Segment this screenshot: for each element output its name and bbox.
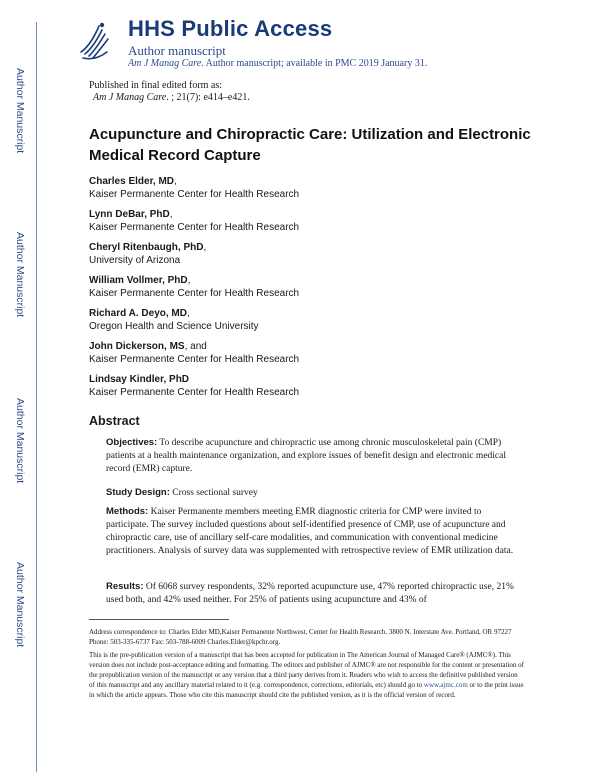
- article-title: Acupuncture and Chiropractic Care: Utilization and Electronic Medical Record Capture: [89, 126, 531, 164]
- side-divider: [36, 22, 37, 772]
- prepublication-disclaimer: [89, 650, 525, 700]
- author-affiliation: Kaiser Permanente Center for Health Research: [89, 222, 300, 233]
- abstract-results: [106, 580, 516, 607]
- side-label-author-manuscript: Author Manuscript: [14, 562, 26, 648]
- methods-label: Methods:: [106, 506, 149, 517]
- author-manuscript-label: Author manuscript: [128, 43, 226, 58]
- author-entry: [89, 274, 569, 307]
- journal-availability-text: . Author manuscript; available in PMC 2019 January 31.: [201, 58, 428, 69]
- methods-text: Kaiser Permanente members meeting EMR diagnostic criteria for CMP were invited to participate. The survey included questions about self-identified presence of CMP, use of acupuncture and chiropractic care, use of ancillary self-care modalities, and communication with conventional medicine practitioners. Analysis of survey data was supplemented with retrospective review of EMR utilization data.: [106, 507, 514, 556]
- side-label-author-manuscript: Author Manuscript: [14, 398, 26, 484]
- footnote-divider: [89, 619, 229, 620]
- author-suffix: ,: [174, 176, 177, 187]
- author-name: Richard A. Deyo, MD: [89, 308, 187, 319]
- author-affiliation: Kaiser Permanente Center for Health Research: [89, 288, 300, 299]
- ajmc-link[interactable]: www.ajmc.com: [423, 681, 468, 689]
- author-name: John Dickerson, MS: [89, 341, 185, 352]
- results-label: Results:: [106, 581, 144, 592]
- author-entry: [89, 208, 569, 241]
- author-suffix: ,: [203, 242, 207, 253]
- author-entry: [89, 307, 569, 340]
- design-label: Study Design:: [106, 487, 170, 498]
- journal-availability: [128, 58, 427, 69]
- published-final-label: Published in final edited form as:: [89, 80, 223, 91]
- author-name: Charles Elder, MD: [89, 176, 175, 187]
- citation-journal: Am J Manag Care: [93, 92, 167, 103]
- author-entry: [89, 241, 569, 274]
- author-affiliation: Kaiser Permanente Center for Health Research: [89, 189, 300, 200]
- journal-abbrev: Am J Manag Care: [128, 58, 202, 69]
- design-text: Cross sectional survey: [169, 488, 258, 498]
- author-suffix: ,: [187, 275, 191, 286]
- abstract-study-design: [106, 486, 516, 500]
- correspondence-footnote: Address correspondence to: Charles Elder MD,Kaiser Permanente Northwest, Center for Health Research. 3800 N. Interstate Ave. Portland, OR 97227 Phone: 503-335-6737 Fax: 503-788-6009 Charles.Elder@kpchr.org.: [89, 628, 512, 646]
- author-suffix: ,: [186, 308, 190, 319]
- publication-citation: [93, 92, 250, 103]
- author-suffix: , and: [184, 341, 207, 352]
- author-suffix: ,: [169, 209, 173, 220]
- abstract-methods: [106, 505, 516, 558]
- author-affiliation: Kaiser Permanente Center for Health Research: [89, 354, 300, 365]
- author-name: Lindsay Kindler, PhD: [89, 374, 190, 385]
- author-affiliation: University of Arizona: [89, 255, 181, 266]
- author-entry: [89, 340, 569, 373]
- hhs-eagle-logo-icon: [77, 18, 113, 64]
- author-name: Lynn DeBar, PhD: [89, 209, 170, 220]
- side-label-author-manuscript: Author Manuscript: [14, 68, 26, 154]
- objectives-text: To describe acupuncture and chiropractic use among chronic musculoskeletal pain (CMP) patients at a health maintenance organization, and explore issues of benefit design and electronic medical record (EMR) capture.: [106, 438, 506, 474]
- author-name: Cheryl Ritenbaugh, PhD: [89, 242, 204, 253]
- results-text: Of 6068 survey respondents, 32% reported acupuncture use, 47% reported chiropractic use, 21% used both, and 42% used neither. For 25% of patients using acupuncture and 43% of: [106, 582, 514, 605]
- side-strip: [0, 0, 50, 776]
- abstract-objectives: [106, 436, 516, 476]
- hhs-public-access-title: HHS Public Access: [128, 16, 333, 41]
- disclaimer-text-end: or to the print issue in which the article appears. Those who cite this manuscript should cite the published version, as it is the official version of record.: [89, 681, 524, 699]
- author-affiliation: Kaiser Permanente Center for Health Research: [89, 387, 300, 398]
- objectives-label: Objectives:: [106, 437, 158, 448]
- author-affiliation: Oregon Health and Science University: [89, 321, 259, 332]
- disclaimer-text: This is the pre-publication version of a manuscript that has been accepted for publication in The American Journal of Managed Care® (AJMC®). This version does not include post-acceptance editing and formatting. The editors and publisher of AJMC® are not responsible for the content or presentation of the prepublication version of the manuscript or any version that a third party derives from it. Readers who wish to access the definitive published version of this manuscript and any ancillary material related to it (e.g. correspondence, corrections, editorials, etc) should go to: [89, 651, 524, 689]
- author-list: [89, 175, 569, 406]
- side-label-author-manuscript: Author Manuscript: [14, 232, 26, 318]
- abstract-heading: Abstract: [89, 414, 140, 428]
- citation-volume: . ; 21(7): e414–e421.: [166, 92, 250, 103]
- author-name: William Vollmer, PhD: [89, 275, 188, 286]
- author-entry: [89, 373, 569, 406]
- author-entry: [89, 175, 569, 208]
